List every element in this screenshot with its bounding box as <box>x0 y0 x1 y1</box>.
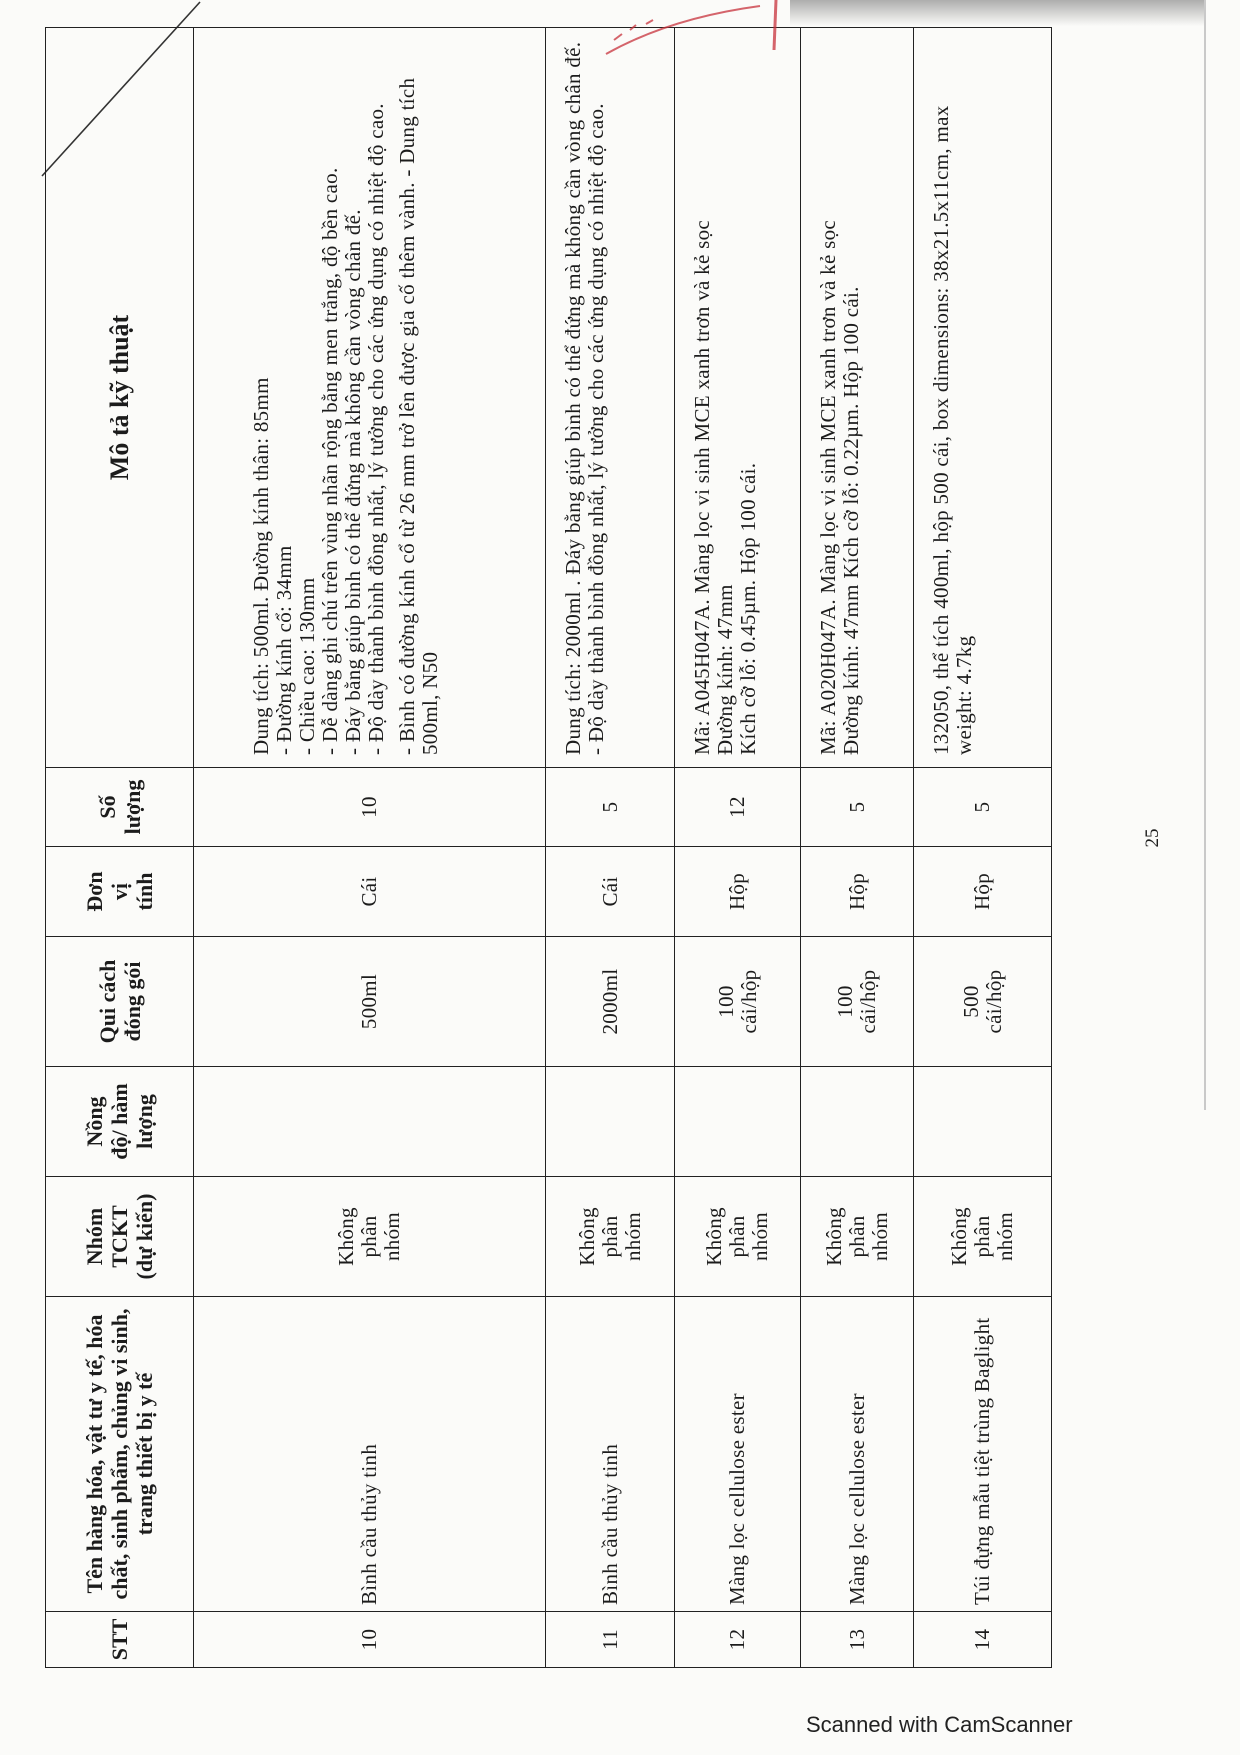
table-row <box>546 28 675 1668</box>
header-quantity: Số lượng <box>46 768 194 847</box>
description-line: - Độ dày thành bình đồng nhất, lý tưởng cho các ứng dụng có nhiệt độ cao. <box>584 103 608 755</box>
cell-description <box>675 28 801 768</box>
page-number: 25 <box>1142 828 1163 848</box>
cell-description <box>194 28 546 768</box>
cell-concentration <box>801 1067 914 1177</box>
cell-name: Túi đựng mẫu tiệt trùng Baglight <box>914 1297 1052 1612</box>
cell-group: Không phân nhóm <box>546 1177 675 1297</box>
cell-quantity: 5 <box>546 768 675 847</box>
cell-quantity: 5 <box>914 768 1052 847</box>
description-line: Đường kính: 47mm <box>713 584 737 755</box>
description-line: Dung tích: 2000ml . Đáy bằng giúp bình có thể đứng mà không cần vòng chân đế. <box>561 41 585 755</box>
header-stt: STT <box>46 1612 194 1668</box>
scanner-watermark: Scanned with CamScanner <box>806 1712 1073 1737</box>
cell-description <box>914 28 1052 768</box>
description-line: Mã: A045H047A. Màng lọc vi sinh MCE xanh trơn và kẻ sọc <box>690 219 714 755</box>
cell-quantity: 12 <box>675 768 801 847</box>
cell-unit: Hộp <box>801 847 914 937</box>
description-line: 132050, thể tích 400ml, hộp 500 cái, box dimensions: 38x21.5x11cm, max weight: 4.7kg <box>929 105 976 755</box>
cell-unit: Cái <box>194 847 546 937</box>
header-row <box>46 28 194 1668</box>
description-line: Dung tích: 500ml. Đường kính thân: 85mm <box>249 377 273 755</box>
cell-name: Bình cầu thủy tinh <box>194 1297 546 1612</box>
description-line: Đường kính: 47mm Kích cỡ lỗ: 0.22µm. Hộp 100 cái. <box>839 286 863 755</box>
description-line: - Đường kính cổ: 34mm <box>272 545 296 755</box>
cell-packaging: 500ml <box>194 937 546 1067</box>
cell-stt: 10 <box>194 1612 546 1668</box>
cell-packaging: 2000ml <box>546 937 675 1067</box>
header-name: Tên hàng hóa, vật tư y tế, hóa chất, sinh phẩm, chủng vi sinh, trang thiết bị y tế <box>46 1297 194 1612</box>
header-group: Nhóm TCKT (dự kiến) <box>46 1177 194 1297</box>
cell-packaging: 500 cái/hộp <box>914 937 1052 1067</box>
cell-name: Màng lọc cellulose ester <box>801 1297 914 1612</box>
cell-unit: Cái <box>546 847 675 937</box>
red-stamp-fragment <box>600 0 800 56</box>
table-body <box>194 28 1052 1668</box>
header-description: Mô tả kỹ thuật <box>46 28 194 768</box>
description-line: - Độ dày thành bình đồng nhất, lý tưởng cho các ứng dụng có nhiệt độ cao. <box>364 103 388 755</box>
cell-description <box>546 28 675 768</box>
paper-shadow <box>790 0 1206 26</box>
paper-edge <box>1204 0 1206 1110</box>
description-line: - Dễ dàng ghi chú trên vùng nhãn rộng bằng men trắng, độ bền cao. <box>318 167 342 755</box>
cell-group: Không phân nhóm <box>801 1177 914 1297</box>
technical-spec-table <box>45 27 1052 1668</box>
description-line: - Chiều cao: 130mm <box>295 577 319 755</box>
description-line: - Bình có đường kính cổ từ 26 mm trở lên được gia cố thêm vành. - Dung tích 500ml, N50 <box>395 77 442 755</box>
table-row <box>801 28 914 1668</box>
table-row <box>675 28 801 1668</box>
cell-unit: Hộp <box>675 847 801 937</box>
header-unit: Đơn vị tính <box>46 847 194 937</box>
description-line: Mã: A020H047A. Màng lọc vi sinh MCE xanh trơn và kẻ sọc <box>816 219 840 755</box>
cell-stt: 14 <box>914 1612 1052 1668</box>
cell-stt: 12 <box>675 1612 801 1668</box>
cell-concentration <box>914 1067 1052 1177</box>
description-line: - Đáy bằng giúp bình có thể đứng mà không cần vòng chân đế. <box>341 209 365 755</box>
cell-quantity: 5 <box>801 768 914 847</box>
cell-quantity: 10 <box>194 768 546 847</box>
table-header <box>46 28 194 1668</box>
cell-concentration <box>675 1067 801 1177</box>
cell-stt: 13 <box>801 1612 914 1668</box>
header-packaging: Qui cách đóng gói <box>46 937 194 1067</box>
cell-name: Bình cầu thủy tinh <box>546 1297 675 1612</box>
cell-packaging: 100 cái/hộp <box>801 937 914 1067</box>
cell-description <box>801 28 914 768</box>
cell-concentration <box>546 1067 675 1177</box>
cell-group: Không phân nhóm <box>194 1177 546 1297</box>
cell-concentration <box>194 1067 546 1177</box>
cell-name: Màng lọc cellulose ester <box>675 1297 801 1612</box>
cell-packaging: 100 cái/hộp <box>675 937 801 1067</box>
cell-group: Không phân nhóm <box>914 1177 1052 1297</box>
description-line: Kích cỡ lỗ: 0.45µm. Hộp 100 cái. <box>736 462 760 755</box>
rotated-table-container <box>45 28 1051 1668</box>
table-row <box>914 28 1052 1668</box>
header-concentration: Nồng độ/ hàm lượng <box>46 1067 194 1177</box>
cell-unit: Hộp <box>914 847 1052 937</box>
cell-stt: 11 <box>546 1612 675 1668</box>
table-row <box>194 28 546 1668</box>
cell-group: Không phân nhóm <box>675 1177 801 1297</box>
